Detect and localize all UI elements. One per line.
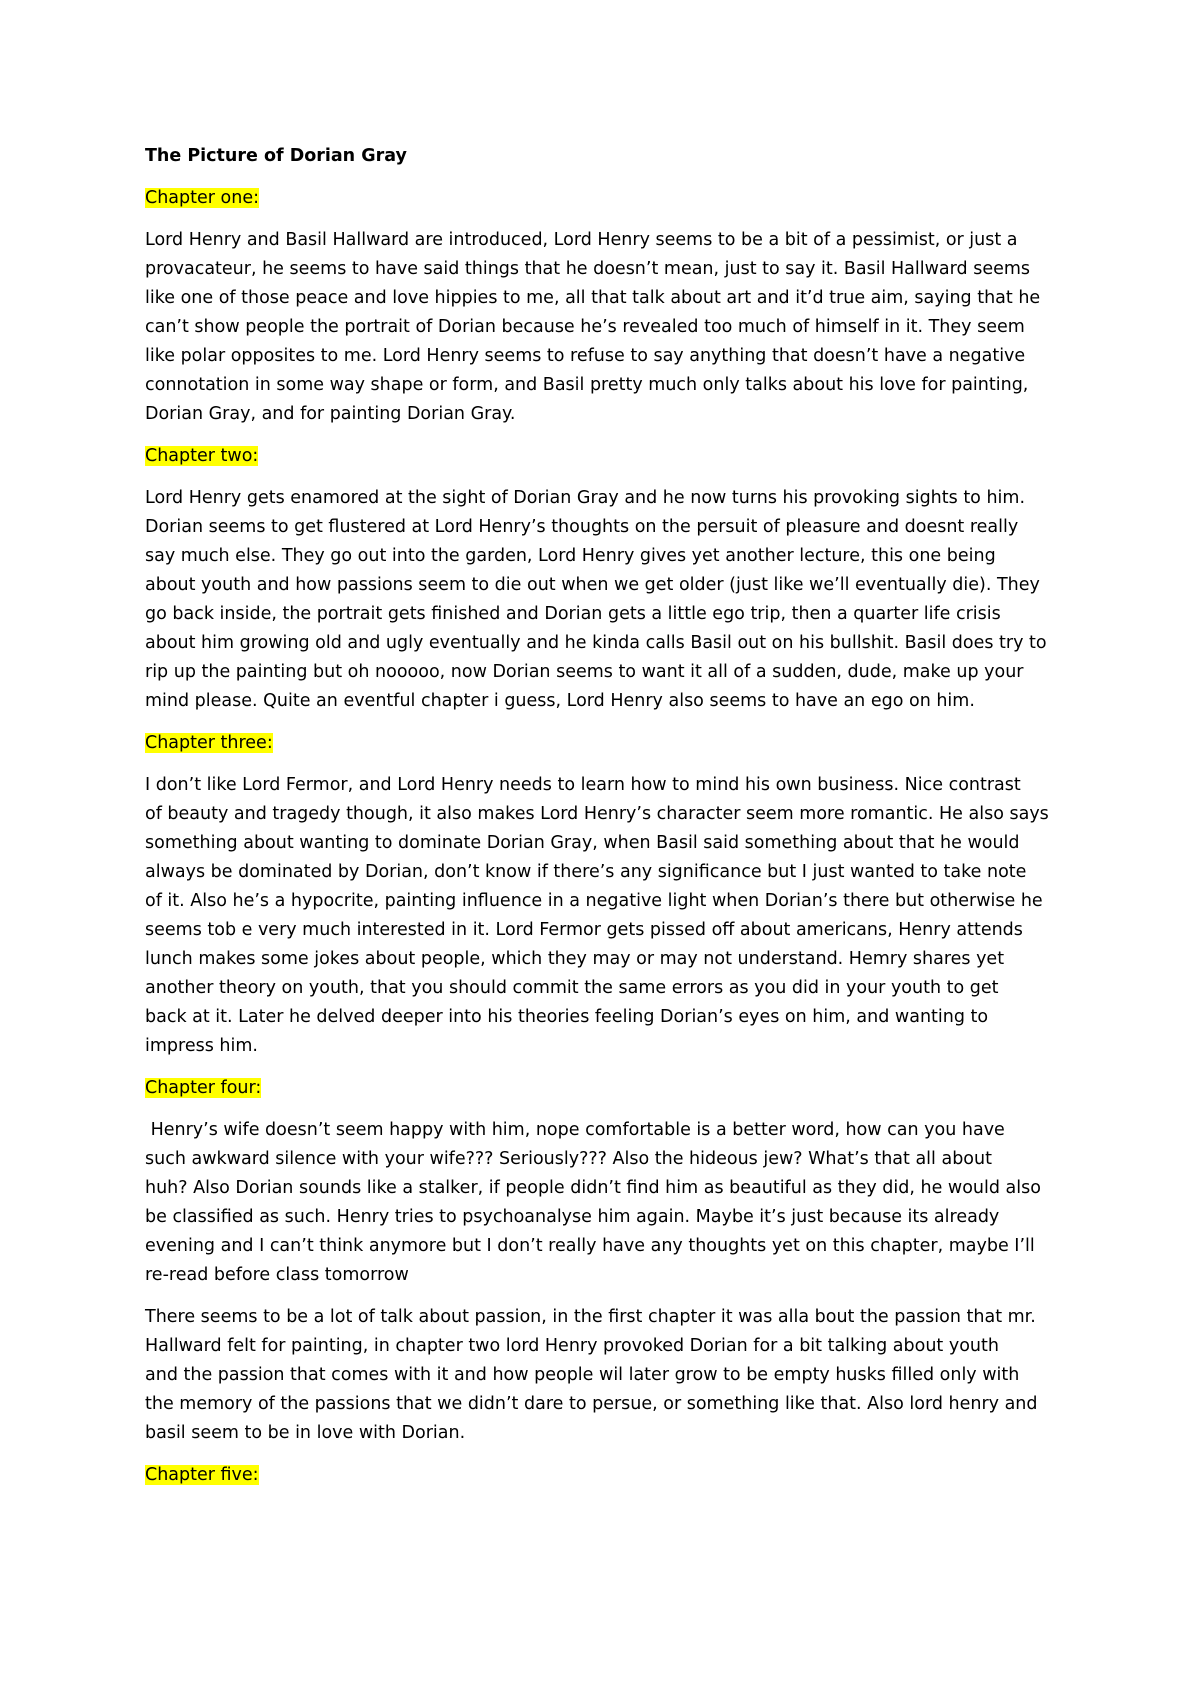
chapter-one-heading-text: Chapter one: — [145, 188, 259, 208]
chapter-two-heading — [145, 442, 1070, 471]
paragraph-line: connotation in some way shape or form, and Basil pretty much only talks about his love for painting, — [145, 375, 1029, 395]
chapter-four-heading-text: Chapter four: — [145, 1078, 262, 1098]
document-page — [145, 142, 1070, 1503]
chapter-five-heading-text: Chapter five: — [145, 1465, 259, 1485]
paragraph-line: Henry’s wife doesn’t seem happy with him, nope comfortable is a better word, how can you have — [145, 1120, 1005, 1140]
chapter-three-heading-text: Chapter three: — [145, 733, 273, 753]
chapter-one-heading — [145, 184, 1070, 213]
paragraph-line: always be dominated by Dorian, don’t know if there’s any significance but I just wanted to take note — [145, 862, 1027, 882]
paragraph-line: Lord Henry and Basil Hallward are introduced, Lord Henry seems to be a bit of a pessimist, or just a — [145, 230, 1018, 250]
paragraph-line: go back inside, the portrait gets finished and Dorian gets a little ego trip, then a quarter life crisis — [145, 604, 1001, 624]
paragraph-line: say much else. They go out into the garden, Lord Henry gives yet another lecture, this one being — [145, 546, 996, 566]
paragraph-line: another theory on youth, that you should commit the same errors as you did in your youth to get — [145, 978, 999, 998]
passion-paragraph — [145, 1303, 1070, 1448]
paragraph-line: re-read before class tomorrow — [145, 1265, 409, 1285]
paragraph-line: impress him. — [145, 1036, 258, 1056]
paragraph-line: I don’t like Lord Fermor, and Lord Henry needs to learn how to mind his own business. Nice contrast — [145, 775, 1021, 795]
paragraph-line: like one of those peace and love hippies to me, all that talk about art and it’d true aim, saying that he — [145, 288, 1041, 308]
paragraph-line: about youth and how passions seem to die out when we get older (just like we’ll eventually die). They — [145, 575, 1040, 595]
paragraph-line: Dorian Gray, and for painting Dorian Gray. — [145, 404, 516, 424]
chapter-five-heading — [145, 1461, 1070, 1490]
paragraph-line: huh? Also Dorian sounds like a stalker, if people didn’t find him as beautiful as they did, he would also — [145, 1178, 1041, 1198]
paragraph-line: back at it. Later he delved deeper into his theories feeling Dorian’s eyes on him, and wanting to — [145, 1007, 989, 1027]
paragraph-line: and the passion that comes with it and how people wil later grow to be empty husks filled only with — [145, 1365, 1020, 1385]
paragraph-line: of beauty and tragedy though, it also makes Lord Henry’s character seem more romantic. He also says — [145, 804, 1049, 824]
paragraph-line: such awkward silence with your wife??? Seriously??? Also the hideous jew? What’s that all about — [145, 1149, 992, 1169]
paragraph-line: provacateur, he seems to have said things that he doesn’t mean, just to say it. Basil Hallward seems — [145, 259, 1031, 279]
paragraph-line: rip up the painting but oh nooooo, now Dorian seems to want it all of a sudden, dude, make up your — [145, 662, 1024, 682]
paragraph-line: lunch makes some jokes about people, which they may or may not understand. Hemry shares yet — [145, 949, 1005, 969]
chapter-three-heading — [145, 729, 1070, 758]
chapter-two-paragraph — [145, 484, 1070, 716]
chapter-four-paragraph — [145, 1116, 1070, 1290]
chapter-three-paragraph — [145, 771, 1070, 1061]
paragraph-line: something about wanting to dominate Dorian Gray, when Basil said something about that he would — [145, 833, 1020, 853]
chapter-four-heading — [145, 1074, 1070, 1103]
paragraph-line: of it. Also he’s a hypocrite, painting influence in a negative light when Dorian’s there but otherwise he — [145, 891, 1043, 911]
paragraph-line: Lord Henry gets enamored at the sight of Dorian Gray and he now turns his provoking sights to him. — [145, 488, 1026, 508]
chapter-two-heading-text: Chapter two: — [145, 446, 259, 466]
paragraph-line: Dorian seems to get flustered at Lord Henry’s thoughts on the persuit of pleasure and doesnt really — [145, 517, 1019, 537]
paragraph-line: There seems to be a lot of talk about passion, in the first chapter it was alla bout the passion that mr. — [145, 1307, 1036, 1327]
paragraph-line: Hallward felt for painting, in chapter two lord Henry provoked Dorian for a bit talking about youth — [145, 1336, 999, 1356]
paragraph-line: about him growing old and ugly eventually and he kinda calls Basil out on his bullshit. Basil does try to — [145, 633, 1047, 653]
document-title: The Picture of Dorian Gray — [145, 146, 407, 166]
paragraph-line: like polar opposites to me. Lord Henry seems to refuse to say anything that doesn’t have a negative — [145, 346, 1026, 366]
paragraph-line: can’t show people the portrait of Dorian because he’s revealed too much of himself in it. They seem — [145, 317, 1025, 337]
paragraph-line: basil seem to be in love with Dorian. — [145, 1423, 466, 1443]
chapter-one-paragraph — [145, 226, 1070, 429]
paragraph-line: the memory of the passions that we didn’t dare to persue, or something like that. Also lord henry and — [145, 1394, 1038, 1414]
paragraph-line: seems tob e very much interested in it. Lord Fermor gets pissed off about americans, Henry attends — [145, 920, 1023, 940]
paragraph-line: evening and I can’t think anymore but I don’t really have any thoughts yet on this chapter, maybe I’ll — [145, 1236, 1035, 1256]
paragraph-line: be classified as such. Henry tries to psychoanalyse him again. Maybe it’s just because its already — [145, 1207, 1000, 1227]
paragraph-line: mind please. Quite an eventful chapter i guess, Lord Henry also seems to have an ego on him. — [145, 691, 975, 711]
